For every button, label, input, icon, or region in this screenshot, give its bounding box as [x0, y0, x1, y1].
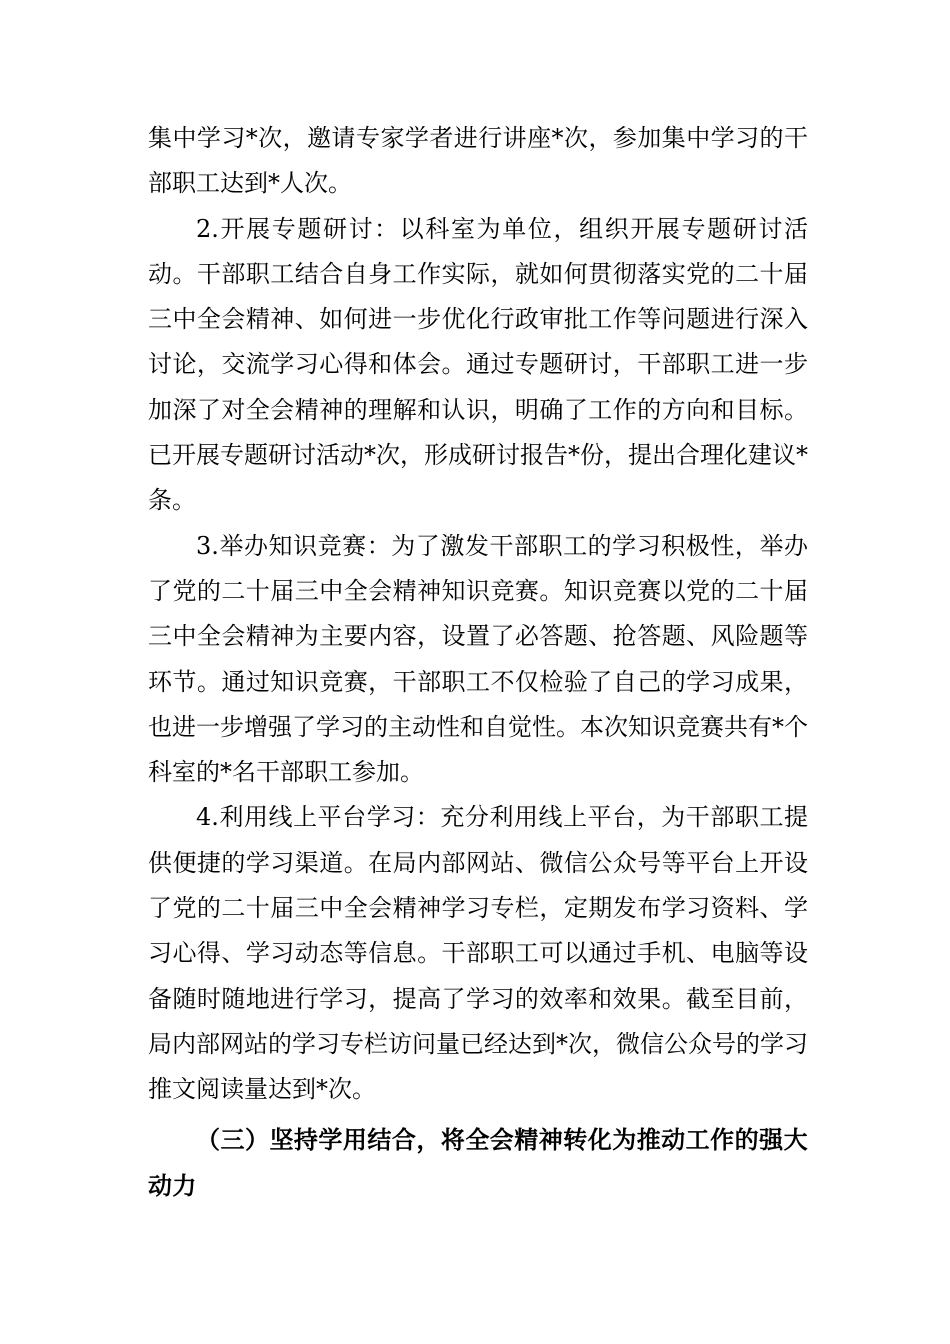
- section-heading: （三）坚持学用结合，将全会精神转化为推动工作的强大动力: [148, 1125, 808, 1200]
- paragraph-topic-discussion: 2.开展专题研讨：以科室为单位，组织开展专题研讨活动。干部职工结合自身工作实际，就如何贯彻落实党的二十届三中全会精神、如何进一步优化行政审批工作等问题进行深入讨论，交流学习心得和体会。通过专题研讨，干部职工进一步加深了对全会精神的理解和认识，明确了工作的方向和目标。已开展专题研讨活动*次，形成研讨报告*份，提出合理化建议*条。: [148, 214, 808, 515]
- paragraph-knowledge-contest: 3.举办知识竞赛：为了激发干部职工的学习积极性，举办了党的二十届三中全会精神知识竞赛。知识竞赛以党的二十届三中全会精神为主要内容，设置了必答题、抢答题、风险题等环节。通过知识竞赛，干部职工不仅检验了自己的学习成果，也进一步增强了学习的主动性和自觉性。本次知识竞赛共有*个科室的*名干部职工参加。: [148, 531, 808, 787]
- paragraph-continuation: 集中学习*次，邀请专家学者进行讲座*次，参加集中学习的干部职工达到*人次。: [148, 124, 808, 198]
- document-body: [148, 116, 808, 1209]
- paragraph-online-platform: 4.利用线上平台学习：充分利用线上平台，为干部职工提供便捷的学习渠道。在局内部网站、微信公众号等平台上开设了党的二十届三中全会精神学习专栏，定期发布学习资料、学习心得、学习动态等信息。干部职工可以通过手机、电脑等设备随时随地进行学习，提高了学习的效率和效果。截至目前，局内部网站的学习专栏访问量已经达到*次，微信公众号的学习推文阅读量达到*次。: [148, 803, 808, 1104]
